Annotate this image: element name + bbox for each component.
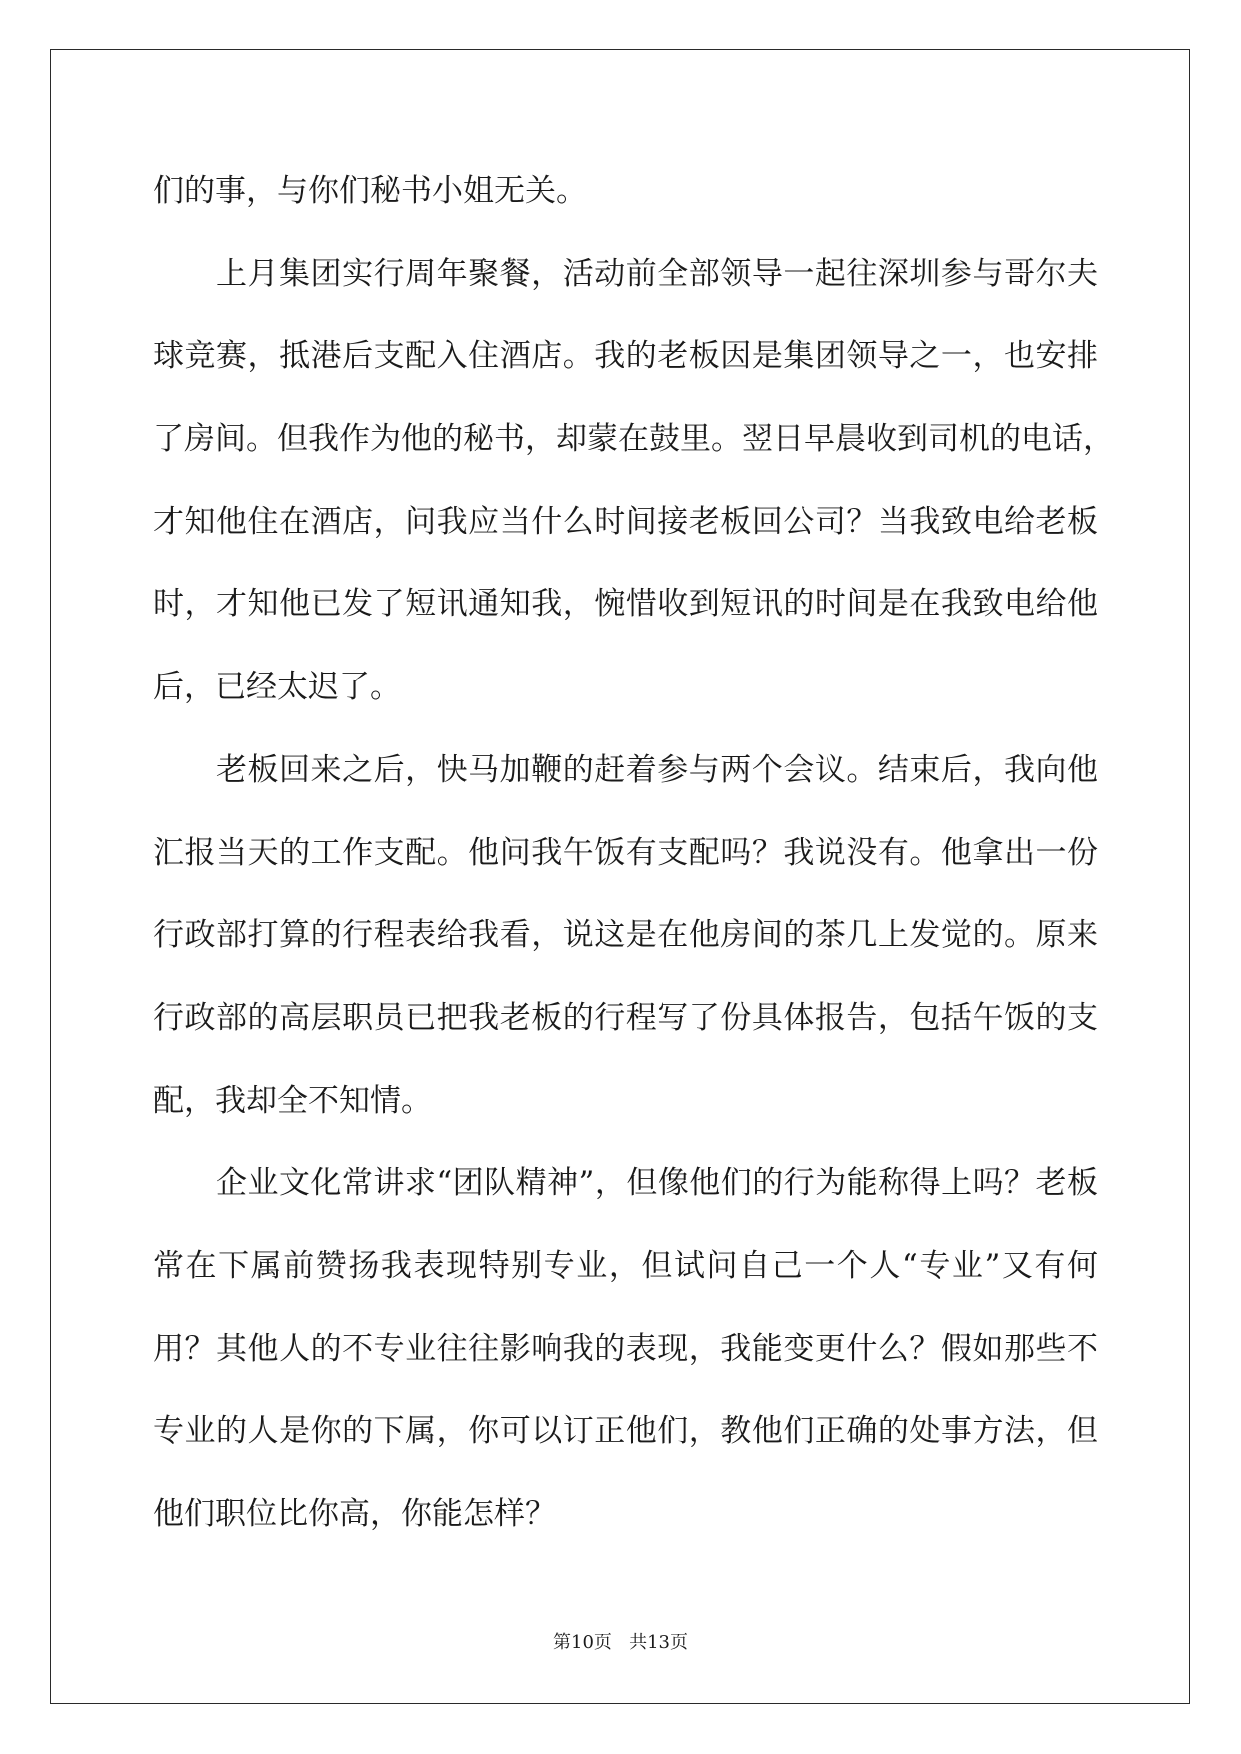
- text-line: 用？其他人的不专业往往影响我的表现，我能变更什么？假如那些不: [153, 1330, 1098, 1367]
- text-line: 常在下属前赞扬我表现特别专业，但试问自己一个人“专业”又有何: [153, 1247, 1098, 1284]
- text-line: 老板回来之后，快马加鞭的赶着参与两个会议。结束后，我向他: [216, 751, 1098, 788]
- text-line: 后，已经太迟了。: [153, 669, 401, 706]
- text-line: 们的事，与你们秘书小姐无关。: [153, 173, 587, 209]
- text-line: 了房间。但我作为他的秘书，却蒙在鼓里。翌日早晨收到司机的电话，: [153, 421, 1114, 458]
- text-line: 时，才知他已发了短讯通知我，惋惜收到短讯的时间是在我致电给他: [153, 586, 1098, 623]
- text-line: 他们职位比你高，你能怎样？: [153, 1496, 556, 1532]
- text-line: 企业文化常讲求“团队精神”，但像他们的行为能称得上吗？老板: [216, 1165, 1098, 1202]
- text-line: 才知他住在酒店，问我应当什么时间接老板回公司？当我致电给老板: [153, 503, 1098, 540]
- text-line: 球竞赛，抵港后支配入住酒店。我的老板因是集团领导之一，也安排: [153, 338, 1098, 375]
- page-number: 第10页: [553, 1632, 612, 1653]
- page-total: 共13页: [629, 1632, 688, 1653]
- text-line: 汇报当天的工作支配。他问我午饭有支配吗？我说没有。他拿出一份: [153, 834, 1098, 871]
- text-line: 上月集团实行周年聚餐，活动前全部领导一起往深圳参与哥尔夫: [216, 255, 1098, 292]
- text-line: 行政部打算的行程表给我看，说这是在他房间的茶几上发觉的。原来: [153, 917, 1098, 954]
- text-line: 专业的人是你的下属，你可以订正他们，教他们正确的处事方法，但: [153, 1413, 1098, 1450]
- page-footer: [0, 1628, 1241, 1654]
- body-text: [153, 150, 1114, 1556]
- text-line: 配，我却全不知情。: [153, 1082, 432, 1119]
- text-line: 行政部的高层职员已把我老板的行程写了份具体报告，包括午饭的支: [153, 999, 1098, 1036]
